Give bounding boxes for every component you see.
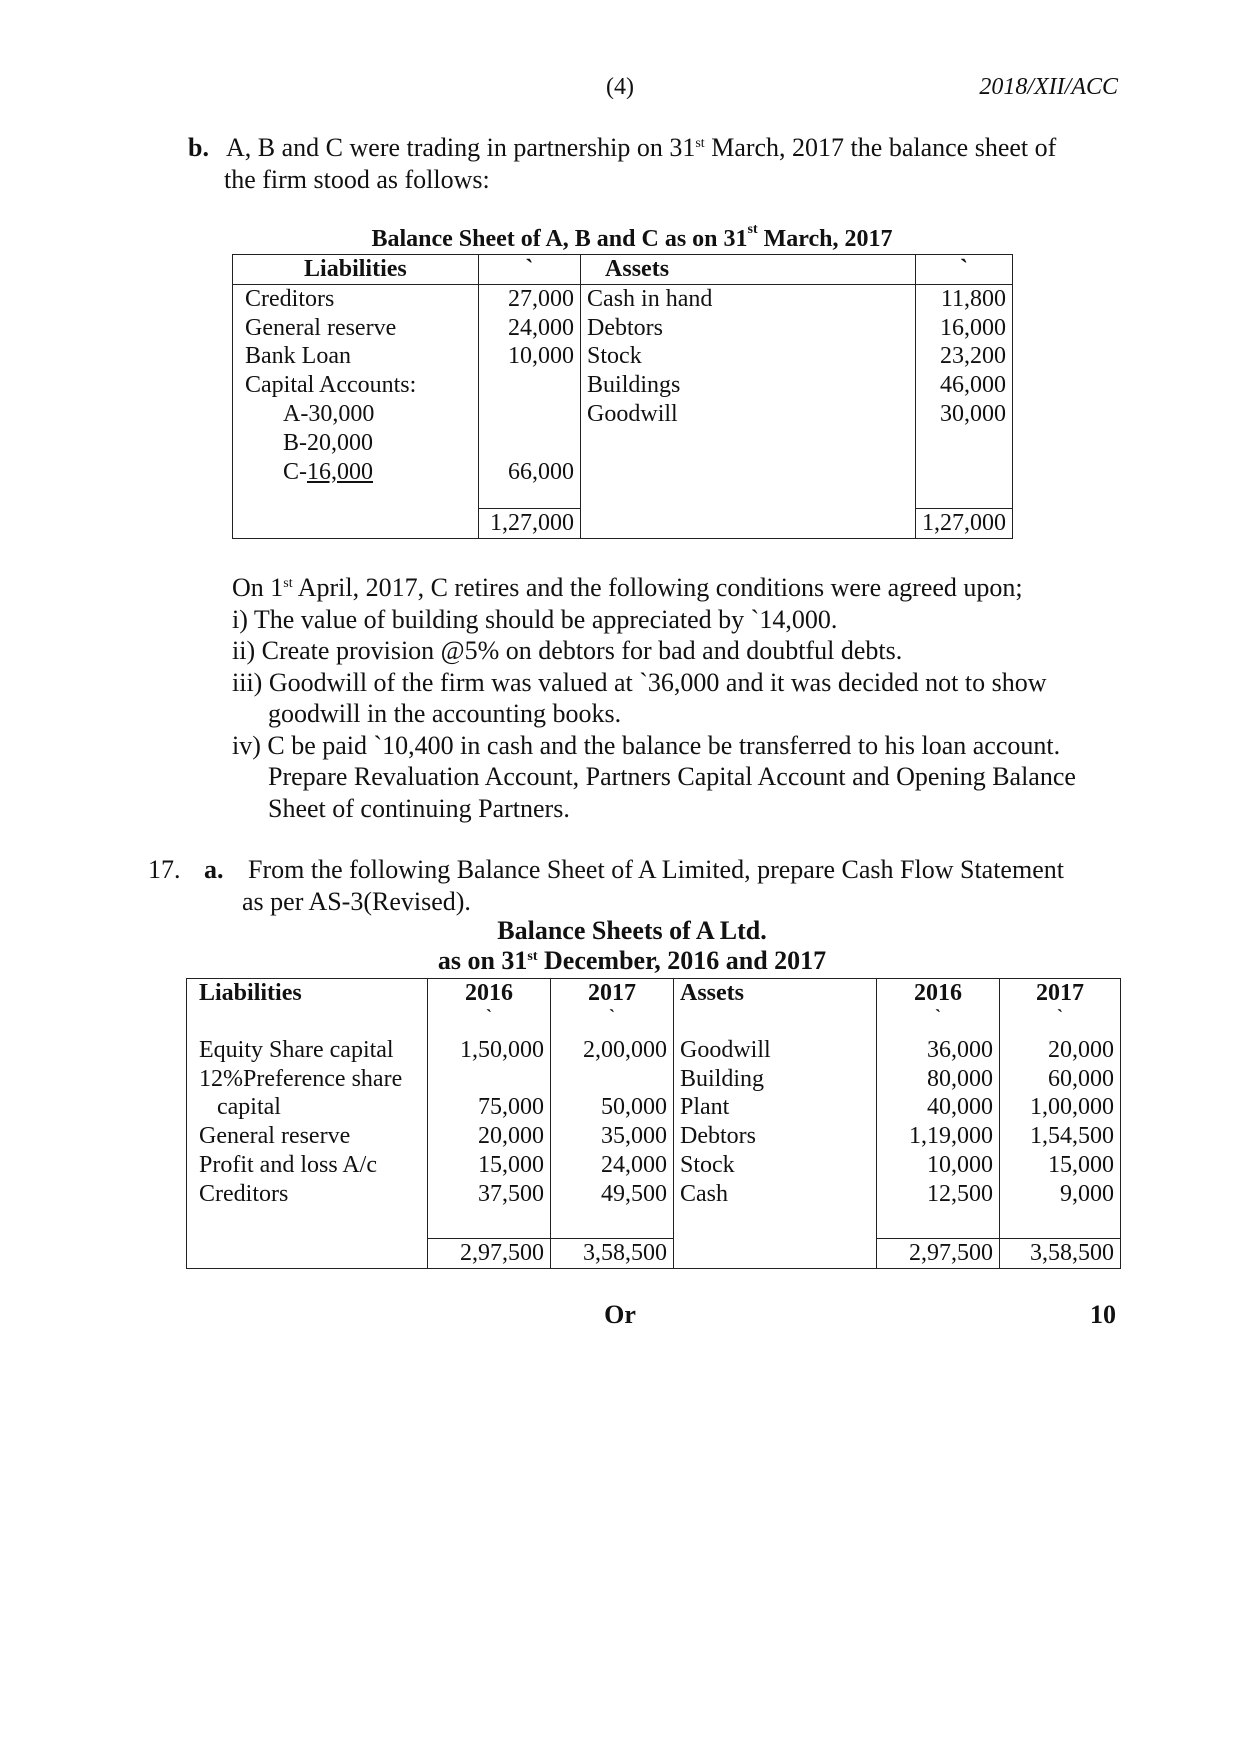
amount-cell: 1,00,000 bbox=[1030, 1094, 1114, 1121]
blank-row bbox=[187, 1209, 1121, 1239]
instruction-line: Sheet of continuing Partners. bbox=[268, 793, 570, 823]
amount-cell: 49,500 bbox=[551, 1180, 674, 1209]
amount-cell: 2,00,000 bbox=[551, 1036, 674, 1065]
table2-title bbox=[186, 916, 1078, 976]
currency-symbol: ` bbox=[877, 1008, 1000, 1036]
table-row bbox=[187, 1065, 1121, 1094]
liability-underlined: 16,000 bbox=[307, 458, 373, 485]
asset-cell: Stock bbox=[674, 1151, 877, 1180]
question-b-line1-end: March, 2017 the balance sheet of bbox=[704, 133, 1057, 162]
amount-cell: 15,000 bbox=[428, 1151, 551, 1180]
col-liabilities-2017: 2017 bbox=[551, 979, 674, 1008]
superscript: st bbox=[747, 222, 758, 237]
question-b-line1-text: A, B and C were trading in partnership on 31 bbox=[226, 133, 696, 162]
conditions-intro bbox=[232, 572, 1132, 604]
amount-cell bbox=[478, 400, 580, 429]
paper-code: 2018/XII/ACC bbox=[979, 74, 1118, 100]
amount-cell: 20,000 bbox=[428, 1122, 551, 1151]
table-row bbox=[187, 1036, 1121, 1065]
amount-cell: 1,54,500 bbox=[1030, 1123, 1114, 1150]
table-row bbox=[233, 342, 1013, 371]
total-liabilities: 1,27,000 bbox=[478, 508, 580, 538]
amount-cell bbox=[478, 371, 580, 400]
asset-cell: Debtors bbox=[581, 314, 916, 343]
amount-cell bbox=[478, 429, 580, 458]
liability-cell: Creditors bbox=[187, 1180, 428, 1209]
amount-cell bbox=[916, 429, 1013, 458]
asset-cell: Building bbox=[674, 1065, 877, 1094]
total-assets-2017: 3,58,500 bbox=[1000, 1239, 1121, 1269]
asset-cell: Debtors bbox=[674, 1122, 877, 1151]
superscript: st bbox=[283, 576, 293, 591]
liability-cell: capital bbox=[187, 1093, 428, 1122]
amount-cell: 11,800 bbox=[940, 285, 1006, 312]
superscript: st bbox=[695, 136, 705, 151]
condition-item: iv) C be paid `10,400 in cash and the balance be transferred to his loan account. bbox=[232, 730, 1061, 760]
table-row bbox=[233, 458, 1013, 487]
currency-symbol: ` bbox=[1057, 1005, 1063, 1026]
total-liabilities-2016: 2,97,500 bbox=[428, 1239, 551, 1269]
table-row bbox=[233, 284, 1013, 313]
conditions-intro-post: April, 2017, C retires and the following conditions were agreed upon; bbox=[292, 573, 1023, 602]
marks: 10 bbox=[1090, 1300, 1116, 1329]
amount-cell: 10,000 bbox=[877, 1151, 1000, 1180]
question-b-line1 bbox=[226, 132, 1056, 164]
amount-cell: 30,000 bbox=[940, 400, 1006, 427]
amount-cell: 24,000 bbox=[551, 1151, 674, 1180]
amount-cell: 27,000 bbox=[478, 284, 580, 313]
condition-item-continued: goodwill in the accounting books. bbox=[268, 699, 622, 728]
col-assets-amount: ` bbox=[916, 255, 1013, 285]
amount-cell: 1,19,000 bbox=[877, 1122, 1000, 1151]
amount-cell bbox=[551, 1065, 674, 1094]
amount-cell: 20,000 bbox=[1048, 1036, 1114, 1063]
table-row bbox=[233, 314, 1013, 343]
table-row bbox=[233, 400, 1013, 429]
amount-cell: 9,000 bbox=[1060, 1180, 1114, 1207]
table-row bbox=[187, 1180, 1121, 1209]
amount-cell: 80,000 bbox=[877, 1065, 1000, 1094]
table2-title-post: December, 2016 and 2017 bbox=[537, 946, 827, 975]
amount-cell: 66,000 bbox=[478, 458, 580, 487]
amount-cell: 35,000 bbox=[551, 1122, 674, 1151]
liability-cell: General reserve bbox=[233, 314, 479, 343]
table-row bbox=[233, 371, 1013, 400]
liability-cell: B-20,000 bbox=[233, 429, 479, 458]
amount-cell: 23,200 bbox=[940, 343, 1006, 370]
liability-prefix: C- bbox=[283, 458, 307, 485]
table-header-row bbox=[233, 255, 1013, 285]
question-b-label: b. bbox=[188, 133, 209, 162]
table2-title-pre: as on 31 bbox=[437, 946, 528, 975]
retirement-conditions bbox=[232, 572, 1132, 824]
question-17-line2: as per AS-3(Revised). bbox=[242, 887, 471, 916]
instruction-line: Prepare Revaluation Account, Partners Capital Account and Opening Balance bbox=[268, 762, 1076, 791]
amount-cell: 15,000 bbox=[1048, 1151, 1114, 1178]
table-row bbox=[233, 429, 1013, 458]
asset-cell: Goodwill bbox=[581, 400, 916, 429]
asset-cell: Plant bbox=[674, 1093, 877, 1122]
liability-cell bbox=[233, 458, 479, 487]
amount-cell: 37,500 bbox=[428, 1180, 551, 1209]
page-number: (4) bbox=[606, 74, 634, 100]
conditions-intro-pre: On 1 bbox=[232, 573, 284, 602]
col-assets-2017: 2017 bbox=[1036, 980, 1084, 1006]
asset-cell: Cash bbox=[674, 1180, 877, 1209]
or-separator: Or bbox=[604, 1300, 636, 1329]
currency-symbol: ` bbox=[551, 1008, 674, 1036]
amount-cell: 36,000 bbox=[877, 1036, 1000, 1065]
col-liabilities-2016: 2016 bbox=[428, 979, 551, 1008]
asset-cell bbox=[581, 458, 916, 487]
col-assets: Assets bbox=[581, 255, 916, 285]
asset-cell: Cash in hand bbox=[581, 284, 916, 313]
liability-cell: 12%Preference share bbox=[187, 1065, 428, 1094]
table-row bbox=[187, 1093, 1121, 1122]
liability-cell: General reserve bbox=[187, 1122, 428, 1151]
amount-cell: 40,000 bbox=[877, 1093, 1000, 1122]
balance-sheet-a-ltd bbox=[186, 978, 1121, 1269]
total-row bbox=[233, 508, 1013, 538]
amount-cell bbox=[428, 1065, 551, 1094]
asset-cell: Goodwill bbox=[674, 1036, 877, 1065]
condition-item: ii) Create provision @5% on debtors for bad and doubtful debts. bbox=[232, 636, 903, 665]
question-17-label: a. bbox=[204, 855, 224, 884]
question-number: 17. bbox=[148, 855, 181, 884]
liability-cell: Equity Share capital bbox=[187, 1036, 428, 1065]
amount-cell: 24,000 bbox=[478, 314, 580, 343]
asset-cell: Stock bbox=[581, 342, 916, 371]
condition-item: i) The value of building should be appreciated by `14,000. bbox=[232, 604, 838, 634]
asset-cell bbox=[581, 429, 916, 458]
amount-cell: 75,000 bbox=[428, 1093, 551, 1122]
col-liabilities-amount: ` bbox=[478, 255, 580, 285]
asset-cell: Buildings bbox=[581, 371, 916, 400]
liability-cell: Capital Accounts: bbox=[233, 371, 479, 400]
total-assets-2016: 2,97,500 bbox=[877, 1239, 1000, 1269]
table-row bbox=[187, 1122, 1121, 1151]
table-header-row bbox=[187, 979, 1121, 1008]
col-assets: Assets bbox=[674, 979, 877, 1008]
amount-cell: 12,500 bbox=[877, 1180, 1000, 1209]
condition-item: iii) Goodwill of the firm was valued at `36,000 and it was decided not to show bbox=[232, 667, 1047, 697]
table2-title-line2 bbox=[186, 946, 1078, 976]
liability-cell: Creditors bbox=[233, 284, 479, 313]
table1-title-post: March, 2017 bbox=[757, 226, 893, 252]
col-liabilities: Liabilities bbox=[187, 979, 428, 1008]
table2-title-line1: Balance Sheets of A Ltd. bbox=[497, 916, 767, 945]
currency-row bbox=[187, 1008, 1121, 1036]
blank-row bbox=[233, 486, 1013, 508]
amount-cell: 10,000 bbox=[478, 342, 580, 371]
amount-cell: 46,000 bbox=[940, 372, 1006, 399]
col-liabilities: Liabilities bbox=[233, 255, 479, 285]
amount-cell: 50,000 bbox=[551, 1093, 674, 1122]
total-liabilities-2017: 3,58,500 bbox=[551, 1239, 674, 1269]
question-b-line2: the firm stood as follows: bbox=[224, 165, 490, 194]
superscript: st bbox=[527, 949, 538, 964]
currency-symbol: ` bbox=[428, 1008, 551, 1036]
balance-sheet-abc bbox=[232, 254, 1013, 539]
liability-cell: Bank Loan bbox=[233, 342, 479, 371]
total-row bbox=[187, 1239, 1121, 1269]
amount-cell: 1,50,000 bbox=[428, 1036, 551, 1065]
total-assets: 1,27,000 bbox=[916, 508, 1013, 538]
table1-title-pre: Balance Sheet of A, B and C as on 31 bbox=[371, 226, 748, 252]
liability-cell: Profit and loss A/c bbox=[187, 1151, 428, 1180]
question-17-line1: From the following Balance Sheet of A Limited, prepare Cash Flow Statement bbox=[248, 855, 1064, 884]
amount-cell: 16,000 bbox=[940, 314, 1006, 341]
amount-cell bbox=[916, 458, 1013, 487]
table1-title bbox=[232, 222, 1032, 253]
amount-cell: 60,000 bbox=[1048, 1065, 1114, 1092]
liability-cell: A-30,000 bbox=[233, 400, 479, 429]
col-assets-2016: 2016 bbox=[877, 979, 1000, 1008]
table-row bbox=[187, 1151, 1121, 1180]
